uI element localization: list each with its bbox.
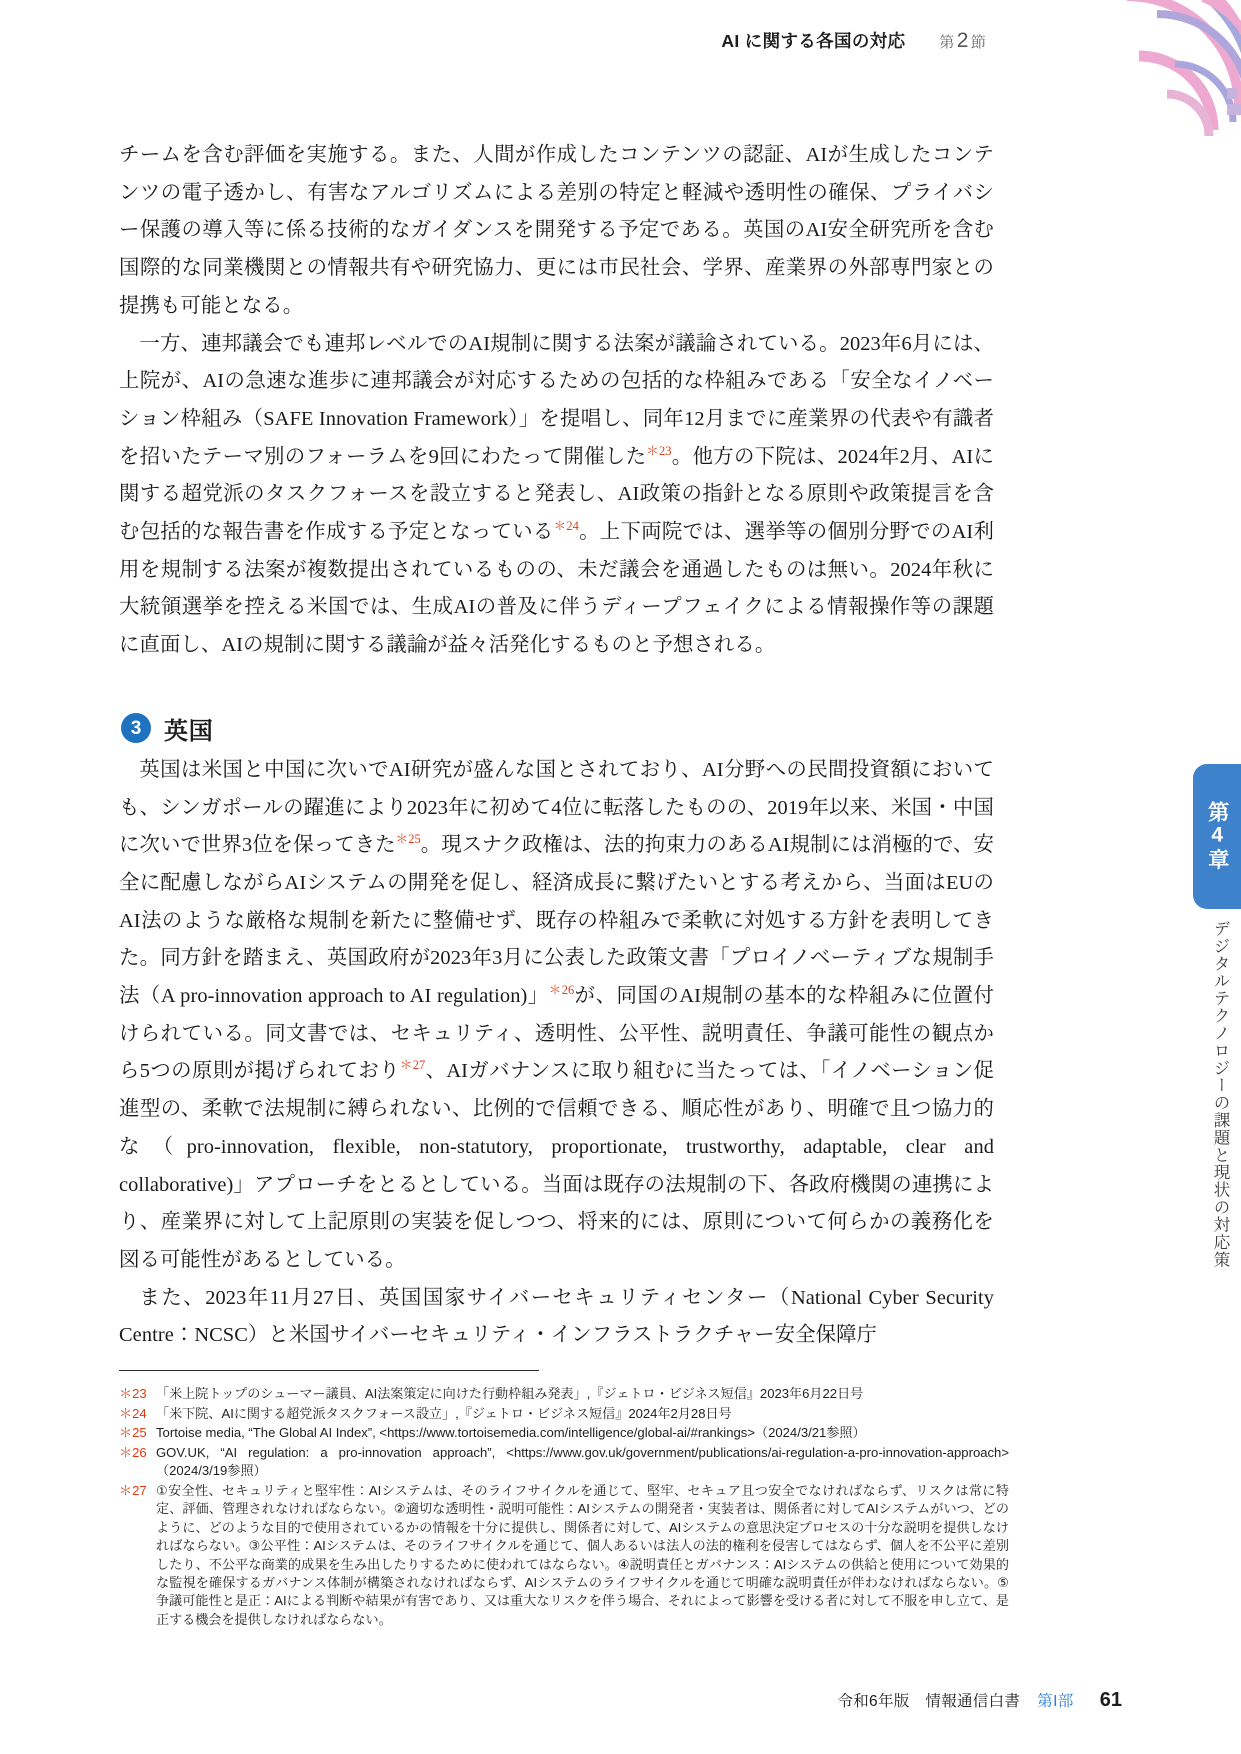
footnote-marker: ＊24 — [119, 1405, 147, 1421]
footnote-marker: ＊23 — [119, 1386, 147, 1401]
footnote-reference[interactable]: ＊25 — [395, 832, 421, 847]
footnote-text: 「米下院、AIに関する超党派タスクフォース設立」,『ジェトロ・ビジネス短信』2024年2月28日号 — [156, 1405, 732, 1421]
footnote-item — [119, 1444, 1009, 1481]
footnote-reference[interactable]: ＊23 — [646, 443, 672, 458]
page-footer — [837, 1689, 1122, 1712]
paragraph: また、2023年11月27日、英国国家サイバーセキュリティセンター（National Cyber Security Centre：NCSC）と米国サイバーセキュリティ・インフラストラクチャー安全保障庁 — [119, 1286, 994, 1347]
footnote-marker: ＊25 — [119, 1425, 147, 1441]
section-prefix: 第 — [939, 34, 955, 51]
section-heading-title: 英国 — [164, 717, 214, 745]
footnote-divider — [119, 1370, 539, 1371]
footnote-reference[interactable]: ＊24 — [553, 519, 579, 534]
footnote-item — [119, 1482, 1009, 1629]
footnote-item — [119, 1385, 1009, 1404]
running-header — [721, 28, 986, 53]
footnote-text: Tortoise media, “The Global AI Index”, <https://www.tortoisemedia.com/intelligence/global-ai/#rankings>（2024/3/21参照） — [156, 1425, 866, 1441]
footnote-reference[interactable]: ＊27 — [399, 1058, 426, 1073]
running-header-section — [939, 29, 986, 53]
footnote-item — [119, 1405, 1009, 1424]
paragraph: 英国は米国と中国に次いでAI研究が盛んな国とされており、AI分野への民間投資額においても、シンガポールの躍進により2023年に初めて4位に転落したものの、2019年以来、米国・中国に次いで世界3位を保ってきた$^{*25}$。現スナク政権は、法的拘束力のあるAI規制には消極的で、安全に配慮しながらAIシステムの開発を促し、経済成長に繋げたいとする考えから、当面はEUのAI法のような厳格な規制を新たに整備せず、既存の枠組みで柔軟に対処する方針を表明してきた。同方針を踏まえ、英国政府が2023年3月に公表した政策文書「プロイノベーティブな規制手法（A pro-innovation approach to AI regulation)」$^{*26}$が、同国のAI規制の基本的な枠組みに位置付けられている。同文書では、セキュリティ、透明性、公平性、説明責任、争議可能性の観点から5つの原則が掲げられており$^{*27}$、AIガバナンスに取り組むに当たっては、「イノベーション促進型の、柔軟で法規制に縛られない、比例的で信頼できる、順応性があり、明確で且つ協力的な（pro-innovation, flexible, non-statutory, proportionate, trustworthy, adaptable, clear and collaborative)」アプローチをとるとしている。当面は既存の法規制の下、各政府機関の連携により、産業界に対して上記原則の実装を促しつつ、将来的には、原則について何らかの義務化を図る可能性があるとしている。 — [119, 758, 994, 1271]
section-heading — [121, 711, 994, 746]
body-text-column — [119, 137, 994, 1355]
page-number: 61 — [1099, 1689, 1122, 1711]
chapter-tab — [1193, 764, 1241, 909]
section-number: 2 — [956, 29, 969, 52]
footnote-text: 「米上院トップのシューマー議員、AI法案策定に向けた行動枠組み発表」,『ジェトロ・ビジネス短信』2023年6月22日号 — [156, 1386, 864, 1401]
paragraph: チームを含む評価を実施する。また、人間が作成したコンテンツの認証、AIが生成したコンテンツの電子透かし、有害なアルゴリズムによる差別の特定と軽減や透明性の確保、プライバシー保護の導入等に係る技術的なガイダンスを開発する予定である。英国のAI安全研究所を含む国際的な同業機関との情報共有や研究協力、更には市民社会、学界、産業界の外部専門家との提携も可能となる。 — [119, 144, 994, 317]
section-suffix: 節 — [970, 34, 986, 51]
footer-part: 第Ⅰ部 — [1037, 1693, 1074, 1710]
footnote-text: ①安全性、セキュリティと堅牢性：AIシステムは、そのライフサイクルを通じて、堅牢、セキュア且つ安全でなければならず、リスクは常に特定、評価、管理されなければならない。②適切な透明性・説明可能性：AIシステムの開発者・実装者は、関係者に対してAIシステムがいつ、どのように、どのような目的で使用されているかの情報を十分に提供し、関係者に対して、AIシステムの意思決定プロセスの十分な説明を提供しなければならない。③公平性：AIシステムは、そのライフサイクルを通じて、個人あるいは法人の法的権利を侵害してはならず、個人を不公平に差別したり、不公平な商業的成果を生み出したりするために使われてはならない。④説明責任とガバナンス：AIシステムの供給と使用について効果的な監視を確保するガバナンス体制が構築されなければならず、AIシステムのライフサイクルを通じて明確な説明責任が伴わなければならない。⑤争議可能性と是正：AIによる判断や結果が有害であり、又は重大なリスクを伴う場合、それによって影響を受ける者に対して不服を申し立て、是正する機会を提供しなければならない。 — [156, 1482, 1009, 1627]
chapter-side-label: デジタルテクノロジーの課題と現状の対応策 — [1211, 920, 1229, 1269]
running-header-title: AI に関する各国の対応 — [721, 31, 906, 51]
paragraph: 一方、連邦議会でも連邦レベルでのAI規制に関する法案が議論されている。2023年6月には、上院が、AIの急速な進歩に連邦議会が対応するための包括的な枠組みである「安全なイノベーション枠組み（SAFE Innovation Framework）」を提唱し、同年12月までに産業界の代表や有識者を招いたテーマ別のフォーラムを9回にわたって開催した$^{*23}$。他方の下院は、2024年2月、AIに関する超党派のタスクフォースを設立すると発表し、AI政策の指針となる原則や政策提言を含む包括的な報告書を作成する予定となっている$^{*24}$。上下両院では、選挙等の個別分野でのAI利用を規制する法案が複数提出されているものの、未だ議会を通過したものは無い。2024年秋に大統領選挙を控える米国では、生成AIの普及に伴うディープフェイクによる情報操作等の課題に直面し、AIの規制に関する議論が益々活発化するものと予想される。 — [119, 332, 994, 657]
footnote-text: GOV.UK, “AI regulation: a pro-innovation approach”, <https://www.gov.uk/government/publications/ai-regulation-a-pro-innovation-approach>（2024/3/19参照） — [156, 1444, 1009, 1479]
footnote-item — [119, 1424, 1009, 1443]
section-number-badge: 3 — [121, 713, 151, 743]
chapter-tab-label: 第4章 — [1205, 801, 1229, 872]
footnote-marker: ＊26 — [119, 1444, 147, 1460]
decorative-arcs-graphic — [989, 0, 1241, 145]
footnote-marker: ＊27 — [119, 1482, 147, 1498]
footnote-list — [119, 1385, 1009, 1630]
footnote-reference[interactable]: ＊26 — [548, 983, 575, 998]
footer-title: 令和6年版 情報通信白書 — [837, 1693, 1021, 1710]
